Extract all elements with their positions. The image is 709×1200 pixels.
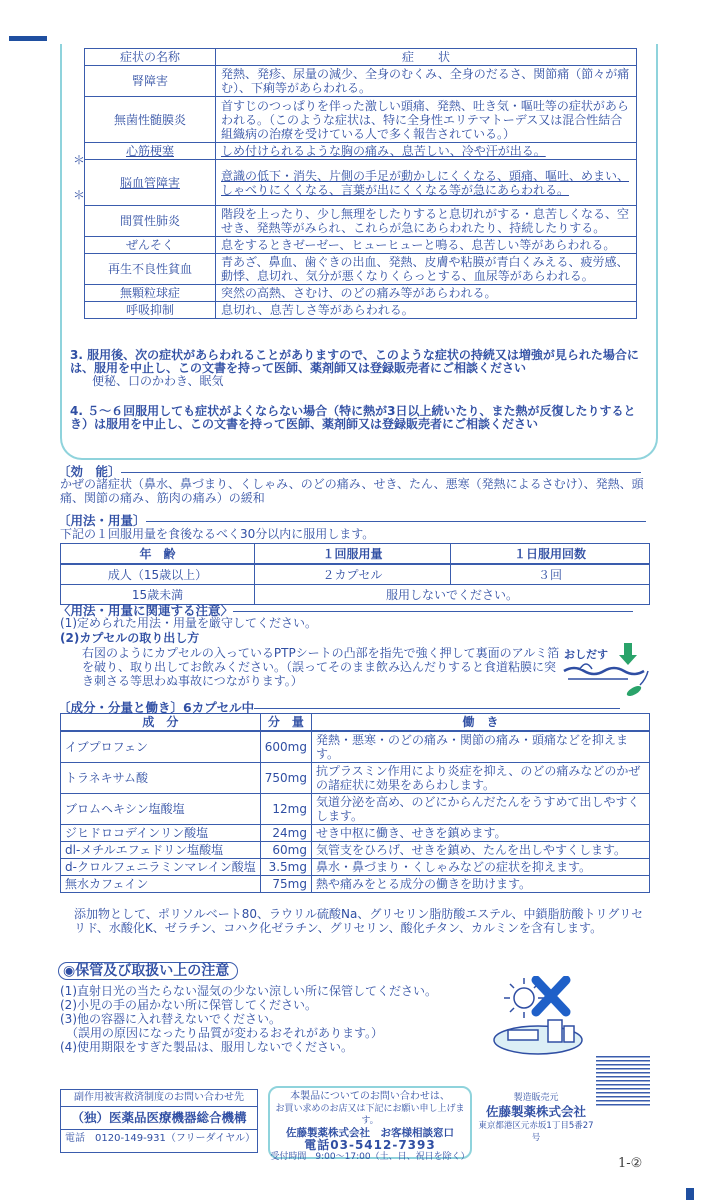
storage-item-3-note: （誤用の原因になったり品質が変わるおそれがあります。） — [60, 1026, 384, 1040]
push-label: おしだす — [564, 648, 608, 661]
header-cell: 働 き — [311, 714, 649, 732]
header-cell: 年 齢 — [61, 544, 255, 565]
header-cell: 症 状 — [216, 49, 637, 66]
dosage-note-1: (1)定められた用法・用量を厳守してください。 — [60, 616, 317, 630]
relief-heading: 副作用被害救済制度のお問い合わせ先 — [61, 1090, 257, 1107]
ingredient-amount: 75mg — [260, 876, 311, 893]
amount-cell: ２カプセル — [255, 564, 451, 585]
storage-title — [58, 960, 238, 980]
maker-label: 製造販売元 — [513, 1093, 559, 1103]
table-row — [85, 206, 637, 237]
symptom-name: 脳血管障害 — [85, 160, 216, 206]
note-item-4 — [70, 405, 642, 431]
additives-text: 添加物として、ポリソルベート80、ラウリル硫酸Na、グリセリン脂肪酸エステル、中鎖脂肪酸トリグリセリド、水酸化K、ゼラチン、コハク化ゼラチン、グリセリン、酸化チタン、カルミンを含有します。 — [74, 907, 644, 935]
symptom-desc: 息をするときゼーゼー、ヒューヒューと鳴る、息苦しい等があらわれる。 — [216, 237, 637, 254]
relief-tel: 電話 0120-149-931（フリーダイヤル） — [65, 1133, 256, 1144]
no-sunlight-icon — [490, 976, 590, 1058]
header-cell: １回服用量 — [255, 544, 451, 565]
ingredient-name: ブロムヘキシン塩酸塩 — [61, 794, 261, 825]
table-row — [61, 825, 650, 842]
push-arrow-icon — [562, 641, 652, 701]
symptom-name: ぜんそく — [85, 237, 216, 254]
symptom-name: 間質性肺炎 — [85, 206, 216, 237]
symptom-desc: 発熱、発疹、尿量の減少、全身のむくみ、全身のだるさ、関節痛（節々が痛む）、下痢等があらわれる。 — [216, 66, 637, 97]
table-row — [85, 302, 637, 319]
section-heading: 〔用法・用量〕 — [58, 513, 146, 528]
push-illustration — [562, 641, 652, 701]
table-row — [61, 842, 650, 859]
section-heading: 〔効 能〕 — [58, 464, 121, 479]
table-row — [85, 160, 637, 206]
ingredient-amount: 3.5mg — [260, 859, 311, 876]
table-row — [85, 237, 637, 254]
table-row — [61, 794, 650, 825]
symptom-desc: 青あざ、鼻血、歯ぐきの出血、発熱、皮膚や粘膜が青白くみえる、疲労感、動悸、息切れ、気分が悪くなりくらっとする、血尿等があらわれる。 — [216, 254, 637, 285]
age-cell: 成人（15歳以上） — [61, 564, 255, 585]
ingredient-name: 無水カフェイン — [61, 876, 261, 893]
ingredient-name: dl-メチルエフェドリン塩酸塩 — [61, 842, 261, 859]
ingredient-amount: 24mg — [260, 825, 311, 842]
symptom-desc: 階段を上ったり、少し無理をしたりすると息切れがする・息苦しくなる、空せき、発熱等がみられ、これらが急にあらわれたり、持続したりする。 — [216, 206, 637, 237]
asterisk-mark: ＊ — [73, 153, 86, 167]
ingredient-action: 気道分泌を高め、のどにからんだたんをうすめて出しやすくします。 — [311, 794, 649, 825]
symptom-name: 心筋梗塞 — [85, 143, 216, 160]
table-row — [61, 731, 650, 763]
table-header-row — [61, 714, 650, 732]
section-heading: 〔成分・分量と働き〕6カプセル中 — [58, 700, 255, 715]
table-row — [85, 143, 637, 160]
page-number: 1-② — [618, 1156, 643, 1171]
ingredient-name: d-クロルフェニラミンマレイン酸塩 — [61, 859, 261, 876]
table-header-row — [85, 49, 637, 66]
symptom-desc: 息切れ、息苦しさ等があらわれる。 — [216, 302, 637, 319]
dosage-table — [60, 543, 650, 605]
storage-item-3: (3)他の容器に入れ替えないでください。 — [60, 1012, 281, 1026]
table-header-row — [61, 544, 650, 565]
barcode — [596, 1056, 650, 1108]
table-row — [85, 285, 637, 302]
times-cell: ３回 — [451, 564, 650, 585]
relief-org: （独）医薬品医療機器総合機構 — [61, 1107, 257, 1130]
header-cell: 分 量 — [260, 714, 311, 732]
ingredient-action: 鼻水・鼻づまり・くしゃみなどの症状を抑えます。 — [311, 859, 649, 876]
relief-system-box — [60, 1089, 258, 1153]
tab-mark-bottom — [686, 1188, 694, 1200]
table-row — [85, 66, 637, 97]
section-heading: ◉保管及び取扱い上の注意 — [58, 962, 238, 980]
table-row — [61, 564, 650, 585]
table-row — [85, 254, 637, 285]
storage-item-4: (4)使用期限をすぎた製品は、服用しないでください。 — [60, 1040, 354, 1054]
symptom-name: 無菌性髄膜炎 — [85, 97, 216, 143]
symptom-desc: 意識の低下・消失、片側の手足が動かしにくくなる、頭痛、嘔吐、めまい、しゃべりにくくなる、言葉が出にくくなる等が急にあらわれる。 — [216, 160, 637, 206]
dosage-text: 下記の１回服用量を食後なるべく30分以内に服用します。 — [60, 527, 375, 541]
inquiry-company: 佐藤製薬株式会社 お客様相談窓口 — [286, 1127, 454, 1139]
heading-rule — [233, 611, 633, 612]
ingredient-name: イブプロフェン — [61, 731, 261, 763]
maker-address: 東京都港区元赤坂1丁目5番27号 — [478, 1121, 594, 1143]
table-row — [61, 876, 650, 893]
maker-box — [476, 1092, 596, 1144]
dosage-note-2-title: (2)カプセルの取り出し方 — [60, 631, 200, 645]
symptom-desc: しめ付けられるような胸の痛み、息苦しい、冷や汗が出る。 — [216, 143, 637, 160]
header-cell: １日服用回数 — [451, 544, 650, 565]
ingredient-action: 気管支をひろげ、せきを鎮め、たんを出しやすくします。 — [311, 842, 649, 859]
symptom-name: 再生不良性貧血 — [85, 254, 216, 285]
ingredient-amount: 600mg — [260, 731, 311, 763]
table-row — [61, 859, 650, 876]
symptom-name: 腎障害 — [85, 66, 216, 97]
note-cell: 服用しないでください。 — [255, 585, 650, 605]
composition-table — [60, 713, 650, 893]
symptom-desc: 首すじのつっぱりを伴った激しい頭痛、発熱、吐き気・嘔吐等の症状があらわれる。（このような症状は、特に全身性エリテマトーデス又は混合性結合組織病の治療を受けている人で多く報告されている。） — [216, 97, 637, 143]
ingredient-amount: 60mg — [260, 842, 311, 859]
ingredient-name: ジヒドロコデインリン酸塩 — [61, 825, 261, 842]
heading-rule — [146, 521, 646, 522]
maker-name: 佐藤製薬株式会社 — [485, 1104, 586, 1119]
header-cell: 成 分 — [61, 714, 261, 732]
note-text: 4. ５～６回服用しても症状がよくならない場合（特に熱が3日以上続いたり、また熱が反復したりするとき）は服用を中止し、この文書を持って医師、薬剤師又は登録販売者にご相談ください — [70, 404, 636, 431]
efficacy-text: かぜの諸症状（鼻水、鼻づまり、くしゃみ、のどの痛み、せき、たん、悪寒（発熱によるさむけ）、発熱、頭痛、関節の痛み、筋肉の痛み）の緩和 — [60, 477, 644, 505]
ingredient-name: トラネキサム酸 — [61, 763, 261, 794]
ingredient-action: 抗プラスミン作用により炎症を抑え、のどの痛みなどのかぜの諸症状に効果をあらわします。 — [311, 763, 649, 794]
heading-rule — [254, 708, 620, 709]
note-subtext: 便秘、口のかわき、眠気 — [92, 374, 224, 388]
dosage-note-2-text: 右図のようにカプセルの入っているPTPシートの凸部を指先で強く押して裏面のアルミ箔を破り、取り出してお飲みください。（誤ってそのまま飲み込んだりすると食道粘膜に突き刺さる等思わぬ事故につながります。） — [82, 646, 560, 688]
header-cell: 症状の名称 — [85, 49, 216, 66]
inquiry-box — [268, 1086, 472, 1162]
symptom-name: 呼吸抑制 — [85, 302, 216, 319]
age-cell: 15歳未満 — [61, 585, 255, 605]
asterisk-mark: ＊ — [73, 188, 86, 202]
inquiry-line-1: 本製品についてのお問い合わせは、 — [290, 1091, 450, 1102]
inquiry-hours: 受付時間 9:00～17:00（土、日、祝日を除く） — [270, 1152, 470, 1162]
symptom-name: 無顆粒球症 — [85, 285, 216, 302]
section-heading: 〈用法・用量に関連する注意〉 — [58, 603, 234, 618]
ingredient-action: 発熱・悪寒・のどの痛み・関節の痛み・頭痛などを抑えます。 — [311, 731, 649, 763]
symptom-desc: 突然の高熱、さむけ、のどの痛み等があらわれる。 — [216, 285, 637, 302]
symptom-table — [84, 48, 637, 319]
table-row — [61, 763, 650, 794]
storage-item-2: (2)小児の手の届かない所に保管してください。 — [60, 998, 317, 1012]
tab-mark-top — [9, 36, 47, 41]
storage-item-1: (1)直射日光の当たらない湿気の少ない涼しい所に保管してください。 — [60, 984, 438, 998]
ingredient-amount: 12mg — [260, 794, 311, 825]
ingredient-action: 熱や痛みをとる成分の働きを助けます。 — [311, 876, 649, 893]
note-text: 3. 服用後、次の症状があらわれることがありますので、このような症状の持続又は増強が見られた場合には、服用を中止し、この文書を持って医師、薬剤師又は登録販売者にご相談ください — [70, 348, 639, 375]
inquiry-line-2: お買い求めのお店又は下記にお願い申し上げます。 — [275, 1104, 465, 1126]
ingredient-amount: 750mg — [260, 763, 311, 794]
inquiry-tel: 電話03-5412-7393 — [304, 1138, 436, 1152]
table-row — [85, 97, 637, 143]
heading-rule — [121, 472, 641, 473]
note-item-3 — [70, 349, 642, 388]
ingredient-action: せき中枢に働き、せきを鎮めます。 — [311, 825, 649, 842]
